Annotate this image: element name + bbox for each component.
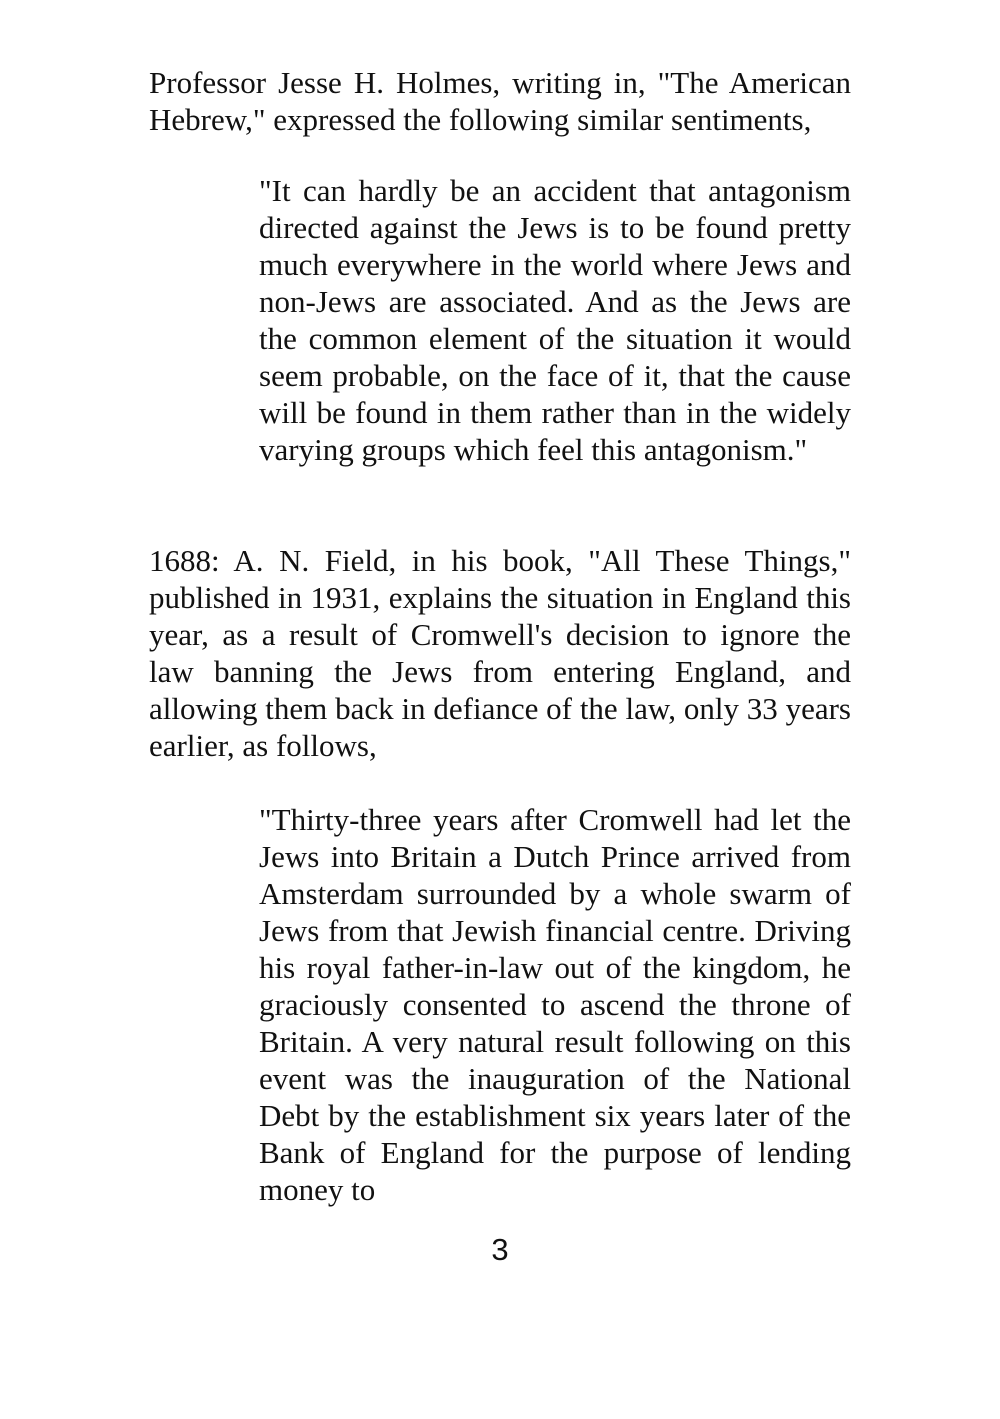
paragraph-1688-field: 1688: A. N. Field, in his book, "All These Things," published in 1931, explains the situation in England this year, as a result of Cromwell's decision to ignore the law banning the Jews from entering England, and allowing them back in defiance of the law, only 33 years earlier, as follows,	[149, 543, 851, 763]
paragraph-intro-holmes: Professor Jesse H. Holmes, writing in, "The American Hebrew," expressed the following similar sentiments,	[149, 65, 851, 137]
block-quote-holmes: "It can hardly be an accident that antagonism directed against the Jews is to be found pretty much everywhere in the world where Jews and non-Jews are associated. And as the Jews are the common element of the situation it would seem probable, on the face of it, that the cause will be found in them rather than in the widely varying groups which feel this antagonism."	[259, 173, 851, 467]
page-number: 3	[491, 1232, 509, 1267]
block-quote-field: "Thirty-three years after Cromwell had let the Jews into Britain a Dutch Prince arrived from Amsterdam surrounded by a whole swarm of Jews from that Jewish financial centre. Driving his royal father-in-law out of the kingdom, he graciously consented to ascend the throne of Britain. A very natural result following on this event was the inauguration of the National Debt by the establishment six years later of the Bank of England for the purpose of lending money to	[259, 802, 851, 1207]
